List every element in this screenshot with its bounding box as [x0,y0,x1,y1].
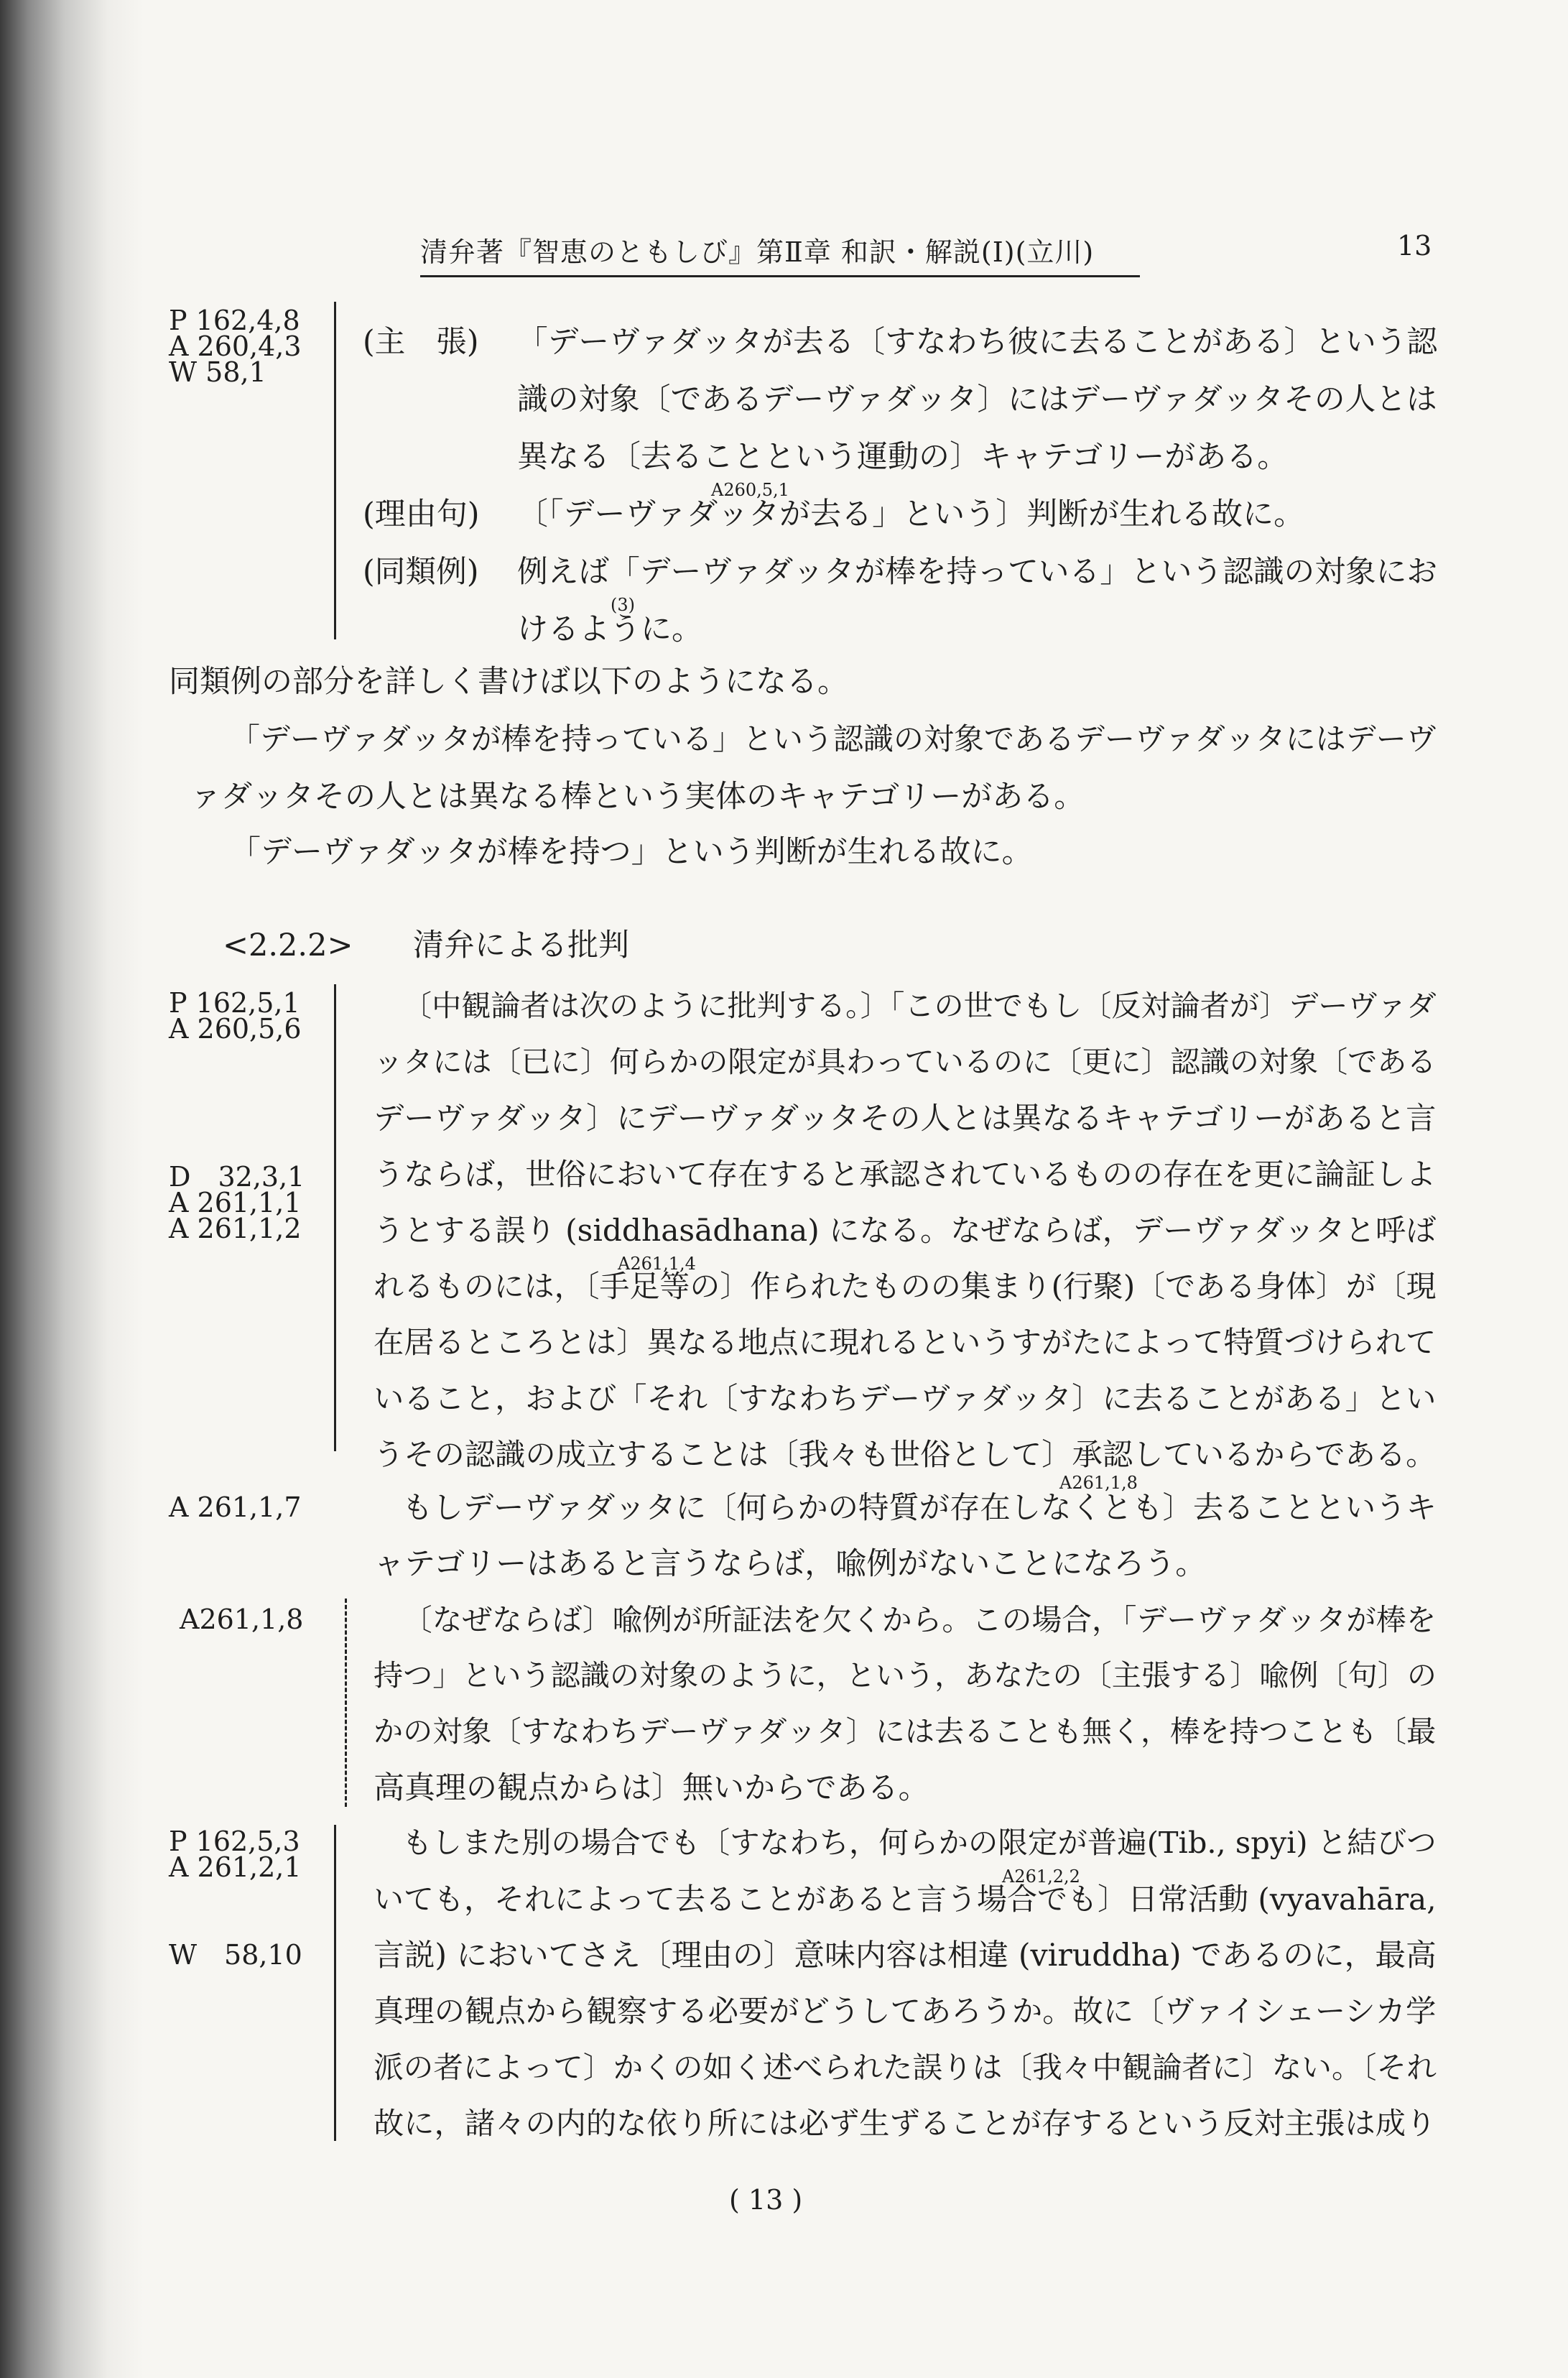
critique-line-2: ッタには〔已に〕何らかの限定が具わっているのに〔更に〕認識の対象〔である [374,1045,1437,1079]
ref-p162-4-8: P 162,4,8 [169,305,300,336]
reason-line: (理由句) 〔「デーヴァダッタが去る」という〕判断が生れる故に。 [363,496,1305,532]
ref-d32-3-1: D 32,3,1 [169,1161,305,1193]
final-line-6: 故に，諸々の内的な依り所には必ず生ずることが存するという反対主張は成り [374,2106,1437,2141]
example-line-2: けるように。 [517,611,702,647]
sup-a261-2-2: A261,2,2 [1002,1866,1080,1887]
critique-line-9: うその認識の成立することは〔我々も世俗として〕承認しているからである。 [374,1437,1437,1472]
ref-a261-1-1: A 261,1,1 [169,1187,302,1218]
para1-line-2: 「デーヴァダッタが棒を持っている」という認識の対象であるデーヴァダッタにはデーヴ [230,721,1437,757]
final-line-2: いても，それによって去ることがあると言う場合でも〕日常活動 (vyavahāra, [374,1882,1437,1917]
example-label: (同類例) [363,554,479,590]
reason-line-3: かの対象〔すなわちデーヴァダッタ〕には去ることも無く，棒を持つことも〔最 [374,1714,1437,1749]
section-title: 清弁による批判 [413,927,629,963]
reason-line-4: 高真理の観点からは〕無いからである。 [374,1770,929,1806]
ref-a260-4-3: A 260,4,3 [169,330,302,362]
critique-line-7: 在居るところとは〕異なる地点に現れるというすがたによって特質づけられて [374,1325,1437,1360]
sup-a260-5-1: A260,5,1 [711,480,789,500]
para1-line-1: 同類例の部分を詳しく書けば以下のようになる。 [169,664,848,700]
critique-line-6: れるものには，〔手足等の〕作られたものの集まり(行聚)〔である身体〕が〔現 [374,1269,1437,1304]
section-number: <2.2.2> [223,927,353,963]
critique-line-3: デーヴァダッタ〕にデーヴァダッタその人とは異なるキャテゴリーがあると言 [374,1101,1437,1136]
ref-a261-1-2: A 261,1,2 [169,1213,302,1244]
ref-a261-1-7: A 261,1,7 [169,1491,302,1523]
margin-rule [334,1825,336,2141]
margin-rule-dashed [345,1599,347,1807]
ref-p162-5-3: P 162,5,3 [169,1826,300,1857]
margin-rule [334,302,336,639]
page-number: 13 [1397,230,1432,262]
final-line-4: 真理の観点から観察する必要がどうしてあろうか。故に〔ヴァイシェーシカ学 [374,1994,1437,2029]
sup-a261-1-8: A261,1,8 [1059,1473,1138,1493]
sup-a261-1-4: A261,1,4 [618,1254,696,1274]
objection-line-1: もしデーヴァダッタに〔何らかの特質が存在しなくとも〕去ることというキ [402,1490,1437,1525]
critique-line-4: うならば，世俗において存在すると承認されているものの存在を更に論証しよ [374,1157,1437,1192]
claim-line-2: 識の対象〔であるデーヴァダッタ〕にはデーヴァダッタその人とは [517,381,1437,417]
claim-line-1: (主 張) 「デーヴァダッタが去る〔すなわち彼に去ることがある〕という認 [363,324,1438,360]
final-line-1: もしまた別の場合でも〔すなわち，何らかの限定が普遍(Tib., spyi) と結びつ [402,1826,1437,1860]
ref-a260-5-6: A 260,5,6 [169,1013,302,1045]
running-header: 清弁著『智恵のともしび』第Ⅱ章 和訳・解説(Ⅰ)(立川) [420,230,1140,277]
reason-line-2: 持つ」という認識の対象のように，という，あなたの〔主張する〕喩例〔句〕の [374,1658,1437,1693]
para1-line-4: 「デーヴァダッタが棒を持つ」という判断が生れる故に。 [230,834,1033,870]
claim-line-3: 異なる〔去ることという運動の〕キャテゴリーがある。 [517,439,1289,475]
claim-label: (主 張) [363,324,479,360]
ref-p162-5-1: P 162,5,1 [169,987,300,1019]
objection-line-2: ャテゴリーはあると言うならば，喩例がないことになろう。 [374,1546,1207,1582]
critique-line-1: 〔中観論者は次のように批判する。〕「この世でもし〔反対論者が〕デーヴァダ [402,989,1437,1023]
note-3-marker: (3) [611,595,635,615]
ref-a261-1-8: A261,1,8 [180,1604,304,1635]
critique-line-5: うとする誤り (siddhasādhana) になる。なぜならば，デーヴァダッタと呼ば [374,1213,1437,1248]
ref-w58-1: W 58,1 [169,356,266,388]
final-line-5: 派の者によって〕かくの如く述べられた誤りは〔我々中観論者に〕ない。〔それ [374,2050,1437,2085]
para1-line-3: ァダッタその人とは異なる棒という実体のキャテゴリーがある。 [190,779,1085,815]
reason-line-1: 〔なぜならば〕喩例が所証法を欠くから。この場合，「デーヴァダッタが棒を [402,1602,1437,1637]
ref-w58-10: W 58,10 [169,1939,302,1971]
example-line-1: (同類例) 例えば「デーヴァダッタが棒を持っている」という認識の対象にお [363,554,1438,590]
ref-a261-2-1: A 261,2,1 [169,1851,302,1883]
final-line-3: 言説) においてさえ〔理由の〕意味内容は相違 (viruddha) であるのに，最高 [374,1938,1437,1974]
scan-shadow [0,0,144,2378]
footer-page-number: ( 13 ) [729,2184,803,2216]
critique-line-8: いること，および「それ〔すなわちデーヴァダッタ〕に去ることがある」とい [374,1381,1437,1416]
reason-label: (理由句) [363,496,480,532]
margin-rule [334,984,336,1451]
